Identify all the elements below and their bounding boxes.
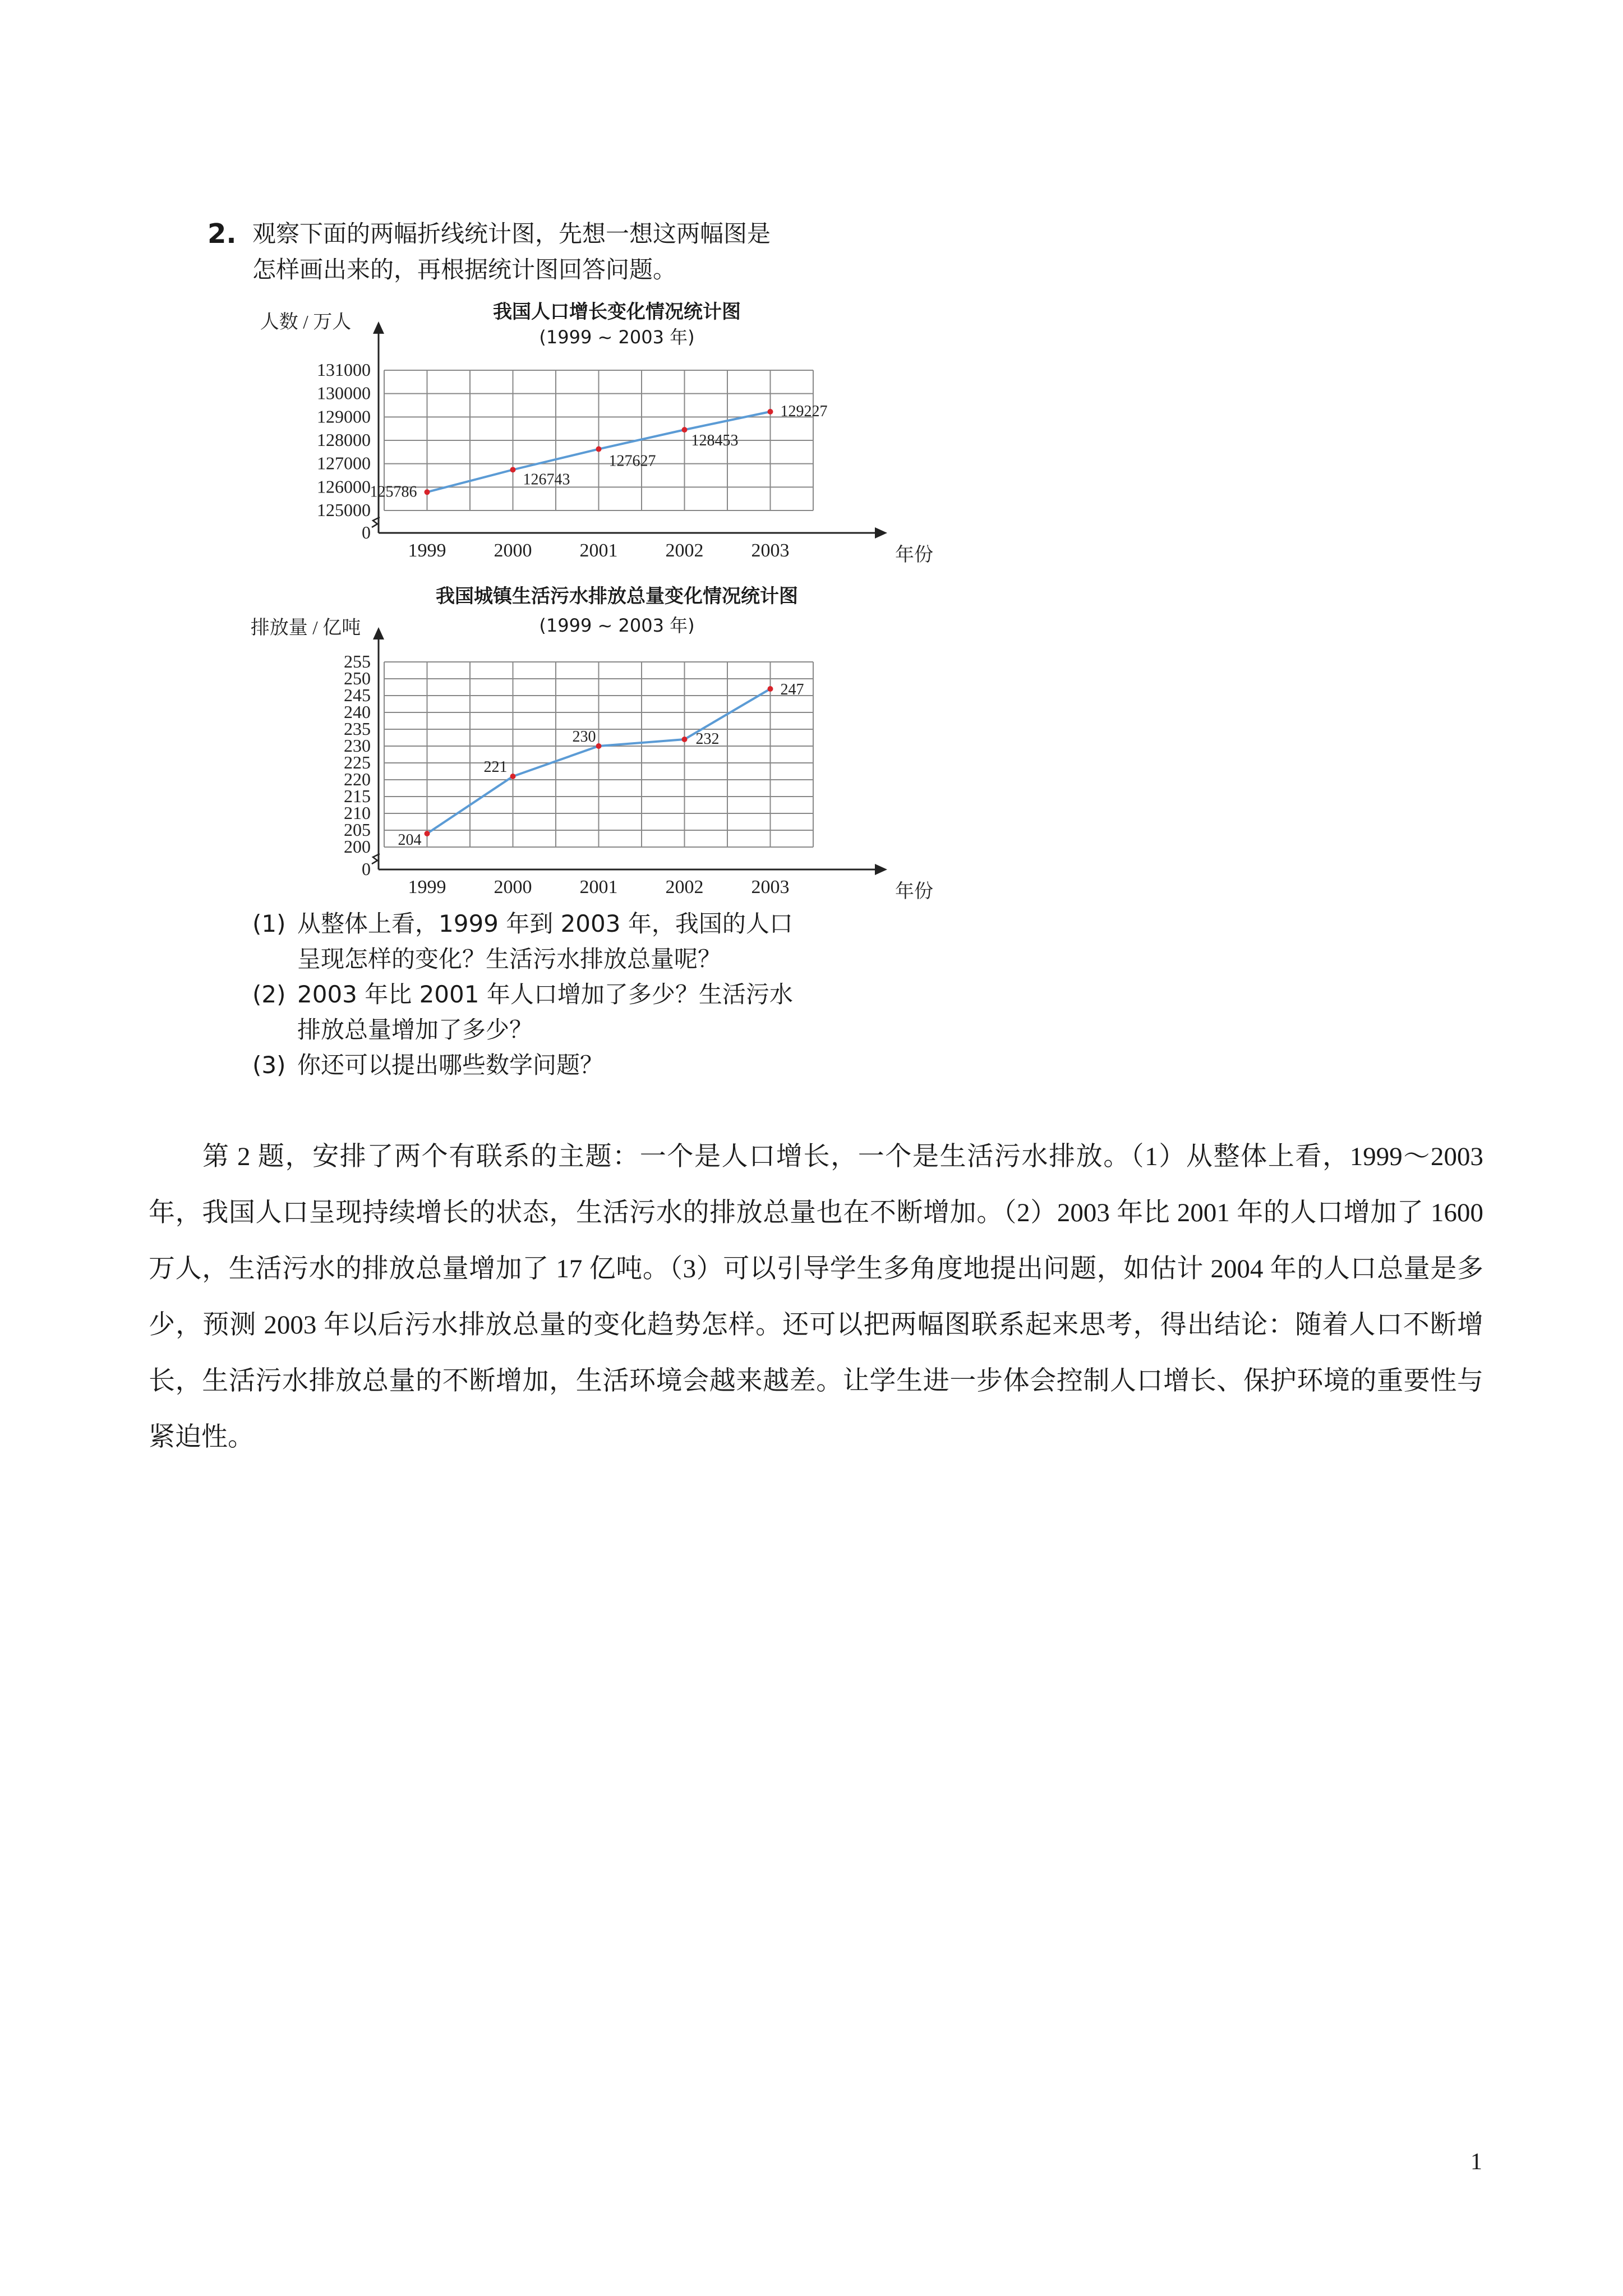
x-tick-label: 2003 [751, 540, 790, 561]
data-label: 221 [483, 758, 508, 776]
question-line: 从整体上看，1999 年到 2003 年，我国的人口 [297, 910, 793, 937]
data-label: 232 [695, 730, 720, 748]
y-tick-label: 126000 [317, 476, 371, 497]
question-line: 呈现怎样的变化？生活污水排放总量呢？ [297, 945, 722, 973]
y-tick-label: 215 [344, 786, 371, 806]
x-tick-label: 2003 [751, 877, 790, 898]
x-tick-label: 1999 [408, 877, 446, 898]
problem-header [208, 216, 925, 288]
data-point [596, 743, 602, 749]
y-tick-label: 230 [344, 735, 371, 756]
problem-line-2: 怎样画出来的，再根据统计图回答问题。 [252, 256, 677, 283]
data-label: 129227 [780, 402, 828, 420]
y-axis-label: 人数 / 万人 [260, 312, 352, 333]
y-tick-label: 127000 [317, 453, 371, 473]
y-tick-label: 205 [344, 820, 371, 840]
data-point [510, 774, 516, 779]
y-tick-label: 131000 [317, 360, 371, 380]
chart-1 [241, 303, 933, 578]
data-point [682, 737, 688, 742]
data-point [425, 489, 430, 495]
y-tick-label: 255 [344, 651, 371, 671]
y-tick-label: 130000 [317, 383, 371, 403]
y-axis-arrow [373, 627, 384, 639]
x-axis-arrow [875, 864, 887, 875]
page-number: 1 [1470, 2149, 1482, 2175]
y-tick-label: 235 [344, 719, 371, 739]
data-label: 128453 [691, 432, 739, 450]
question-line: 2003 年比 2001 年人口增加了多少？生活污水 [297, 981, 793, 1008]
y-axis-label: 排放量 / 亿吨 [250, 618, 361, 638]
data-point [510, 467, 516, 472]
problem-line-1: 观察下面的两幅折线统计图，先想一想这两幅图是 [252, 220, 771, 247]
x-tick-label: 1999 [408, 540, 446, 561]
y-tick-label: 0 [362, 859, 371, 879]
data-point [596, 447, 602, 452]
question-1 [252, 906, 793, 977]
y-tick-label: 245 [344, 685, 371, 705]
chart-2-title: 我国城镇生活污水排放总量变化情况统计图 [436, 585, 798, 608]
question-number: (1) [252, 910, 286, 937]
answer-paragraph: 第 2 题，安排了两个有联系的主题：一个是人口增长，一个是生活污水排放。（1）从整体上看，1999～2003 年，我国人口呈现持续增长的状态，生活污水的排放总量也在不断增加。（2）2003 年比 2001 年的人口增加了 1600 万人，生活污水的排放总量增加了 17 亿吨。（3）可以引导学生多角度地提出问题，如估计 2004 年的人口总量是多少，预测 2003 年以后污水排放总量的变化趋势怎样。还可以把两幅图联系起来思考，得出结论：随着人口不断增长，生活污水排放总量的不断增加，生活环境会越来越差。让学生进一步体会控制人口增长、保护环境的重要性与紧迫性。 [149, 1142, 1483, 1452]
y-tick-label: 250 [344, 668, 371, 688]
problem-number: 2. [208, 218, 237, 250]
problem-statement [208, 216, 925, 288]
question-2 [252, 977, 793, 1047]
data-label: 127627 [608, 452, 656, 470]
data-label: 125786 [370, 483, 417, 501]
question-list [252, 906, 793, 1083]
data-label: 126743 [523, 471, 570, 489]
data-label: 230 [572, 728, 596, 746]
chart-1-subtitle: (1999 ~ 2003 年) [539, 326, 695, 348]
data-point [768, 686, 773, 692]
data-point [425, 831, 430, 836]
y-tick-label: 125000 [317, 500, 371, 520]
y-axis-arrow [373, 321, 384, 334]
data-point [768, 409, 773, 415]
x-tick-label: 2001 [579, 540, 618, 561]
y-tick-label: 200 [344, 836, 371, 857]
question-number: (3) [252, 1051, 286, 1079]
data-point [682, 427, 688, 432]
y-tick-label: 210 [344, 803, 371, 823]
x-axis-arrow [875, 527, 887, 539]
x-axis-label: 年份 [895, 881, 933, 902]
y-tick-label: 220 [344, 769, 371, 789]
question-number: (2) [252, 981, 286, 1008]
x-tick-label: 2002 [665, 877, 704, 898]
question-line: 排放总量增加了多少？ [297, 1016, 533, 1043]
y-tick-label: 129000 [317, 406, 371, 427]
x-tick-label: 2000 [494, 540, 532, 561]
x-tick-label: 2000 [494, 877, 532, 898]
y-tick-label: 0 [362, 522, 371, 542]
chart-2-subtitle: (1999 ~ 2003 年) [539, 615, 695, 636]
x-tick-label: 2001 [579, 877, 618, 898]
x-tick-label: 2002 [665, 540, 704, 561]
y-tick-label: 128000 [317, 430, 371, 450]
y-tick-label: 240 [344, 702, 371, 722]
y-tick-label: 225 [344, 752, 371, 772]
data-label: 204 [398, 831, 422, 849]
question-line: 你还可以提出哪些数学问题？ [297, 1051, 604, 1079]
chart-2 [241, 606, 933, 909]
x-axis-label: 年份 [895, 545, 933, 565]
question-3 [252, 1047, 793, 1083]
data-label: 247 [780, 681, 804, 698]
chart-1-title: 我国人口增长变化情况统计图 [493, 301, 741, 323]
